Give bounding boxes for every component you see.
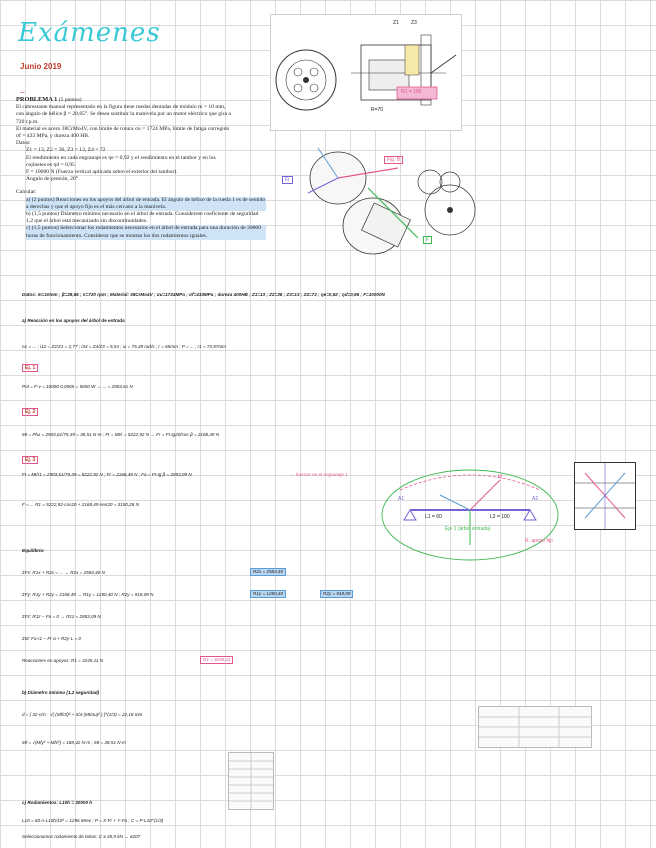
diameter-equation: d = [ 32·n/π · √( (Mf/σf)² + 3/4·(Mt/σu)² ) ]^(1/3) = 22,18 mm <box>22 712 143 717</box>
problem-line: Datos: <box>16 140 31 147</box>
page-title: Exámenes <box>18 18 161 48</box>
exam-date: Junio 2019 <box>20 62 62 71</box>
winch-drawing <box>270 14 462 131</box>
fixed-support-note: R. apoyo fijo <box>525 538 553 544</box>
equilibrium-title: Equilibrio: <box>22 548 45 553</box>
section-marker: _ <box>20 84 25 93</box>
step-3-label: Ej. 3 <box>22 456 38 464</box>
task-b: b) (1,5 puntos) Diámetro mínimo necesario en el árbol de entrada. Considerese coeficiente de seguridad 1,2 que el árbol está mecanizado sin discontinuidades. <box>26 211 259 225</box>
step-2-equation: Mt = P/ω = 2903,61/75,39 = 38,51 N·m ; Ft = Mt/r = 5222,92 N → Fr = Ft·tg20/cos β = 2168,49 N <box>22 432 220 437</box>
pink-note: → fuerzas en el engranaje 1 <box>290 472 348 477</box>
step-2-label: Ej. 2 <box>22 408 38 416</box>
bearing-selection: Seleccionamos rodamiento de bolas: C ≥ 35,9 kN → 6207 <box>22 834 141 839</box>
result-r1y: R1y = 1250,40 <box>250 590 286 598</box>
support-a1: A1 <box>398 496 405 502</box>
gear-train-svg <box>410 160 490 240</box>
sum-fx: ΣFx: R1x + R2x = ... → R2x = 2583,40 N <box>22 570 105 575</box>
gear-label-z3: Z3 <box>411 20 417 26</box>
fig-b-label: Fig. B <box>384 156 403 164</box>
reactions-summary: Reacciones en apoyos: R1 = 3245,11 N <box>22 658 103 663</box>
bearing-table-grid <box>229 753 273 809</box>
data-line: El rendimiento en cada engranaje es ηe = 0,92 y el rendimiento en el tambor y en los <box>26 154 216 161</box>
result-r2x: R2x = 2583,40 <box>250 568 286 576</box>
moment-equation: ΣM: Fa·r1 − Fr·a + R2y·L = 0 <box>22 636 81 641</box>
data-line: F = 10000 N (Fuerza vertical aplicada sobre el exterior del tambor). <box>26 169 178 176</box>
bearing-table-thumbnail <box>228 752 274 810</box>
section-box-diagram <box>574 462 636 530</box>
section-a-title: a) Reacción en los apoyos del árbol de entrada <box>22 318 125 323</box>
force-ft-label: Ft <box>498 474 503 480</box>
pink-dimension-label: R1 = 100 <box>401 89 422 95</box>
life-equation: L10 = 60·n·L10h/10⁶ = 1296 Mrev ; P = X·Fr + Y·Fa ; C = P·L10^(1/3) <box>22 818 164 823</box>
step-1-label: Ej. 1 <box>22 364 38 372</box>
step-3-equation: Ft = Mt/r1 = 2903,61/75,39 = 5222,92 N ; Fr = 2168,49 N ; Fa = Ft·tg β = 2853,09 N <box>22 472 192 477</box>
task-a: a) (2 puntos) Reacciones en los apoyos del árbol de entrada. El ángulo de hélice de la rueda 1 es de sentido a derechas y que el apoyo fijo es el más cercano a la manivela. <box>26 196 266 210</box>
hatched-section <box>575 463 635 529</box>
task-c: c) (1,5 puntos) Seleccionar los rodamientos necesarios en el árbol de entrada para una duración de 30000 horas de funcionamiento. Considerar que se montan los dos rodamientos iguales. <box>26 225 266 239</box>
table-grid <box>479 707 591 747</box>
result-r2y: R2y = 918,09 <box>320 590 353 598</box>
gear-label-z1: Z1 <box>393 20 399 26</box>
beam-svg <box>370 460 560 580</box>
problem-line: con ángulo de hélice β = 28,65°. Se desea sustituir la manivela por un motor eléctrico que gira a <box>16 111 231 118</box>
problem-line: 720 r.p.m. <box>16 118 39 125</box>
step-1-equation: Pot = F·v = 10000·0,0565 = 5650 W → ... = 2903,61 N <box>22 384 133 389</box>
section-c-title: c) Rodamientos: L10h = 30000 h <box>22 800 93 805</box>
sum-fy: ΣFy: R1y + R2y = 2168,49 → R1y = 1250,40 N ; R2y = 918,09 N <box>22 592 154 597</box>
data-line: cojinetes es ηd = 0,95 <box>26 161 75 168</box>
problem-points: (5 puntos) <box>58 97 82 103</box>
sum-fz: ΣFz: R1z − Fa = 0 → R1z = 2853,09 N <box>22 614 101 619</box>
problem-line: El cabrestante manual representado en la figura tiene ruedas dentadas de módulo m = 10 mm, <box>16 104 226 111</box>
green-force-label: F <box>423 236 432 244</box>
problem-heading: PROBLEMA 1 <box>16 96 58 103</box>
data-line: Ángulo de presión, 20° <box>26 176 78 183</box>
problem-line: σf = 433 MPa, y dureza 400 HB. <box>16 133 90 140</box>
problem-statement <box>16 96 266 240</box>
ratio-equations: n1 = ... ; i12 = Z2/Z1 = 2,77 ; i34 = Z4/Z3 = 5,54 ; ω = 75,39 rad/s ; r = 65mm ; P = ... ; r1 = 73,97mm <box>22 344 226 349</box>
sum-equation: F = ... R1 = 5222,92·cos20 + 2168,49·sen20 = 3150,28 N <box>22 502 139 507</box>
force-label: Fr <box>282 176 293 184</box>
length-l1: L1 = 60 <box>425 514 442 520</box>
data-line: Z1 = 13, Z2 = 36, Z3 = 13, Z4 = 72 <box>26 147 106 154</box>
shaft-label: Eje 1 (árbol entrada) <box>445 526 491 532</box>
reaction-r1-result: R1 = 3245,11 <box>200 656 233 664</box>
section-b-title: b) Diámetro mínimo (1,2 seguridad) <box>22 690 100 695</box>
support-a2: A2 <box>532 496 539 502</box>
moment-magnitudes: Mf = √(Mfy² + Mfz²) = 188,42 N·m ; Mt = 38,51 N·m <box>22 740 126 745</box>
given-data: Datos: m=10mm ; β=28,65 ; n=720 rpm ; Material: 38CrMo4V ; σu=1724MPa ; σf=433MPa ; dureza 400HB ; Z1=13 ; Z2=36 ; Z3=13 ; Z4=72 ; ηe=0,92 ; ηd=0,95 ; F=10000N <box>22 292 385 297</box>
calc-label: Calcular: <box>16 189 37 196</box>
problem-line: El material es acero 38CrMo4V, con límite de rotura σu = 1724 MPa, límite de fatiga corregido <box>16 125 230 132</box>
beam-diagram <box>370 460 560 580</box>
table-thumbnail <box>478 706 592 748</box>
winch-schematic <box>271 15 461 130</box>
length-l2: L2 = 100 <box>490 514 510 520</box>
radius-label: R=70 <box>371 107 384 113</box>
gear-train-figure <box>410 160 490 240</box>
